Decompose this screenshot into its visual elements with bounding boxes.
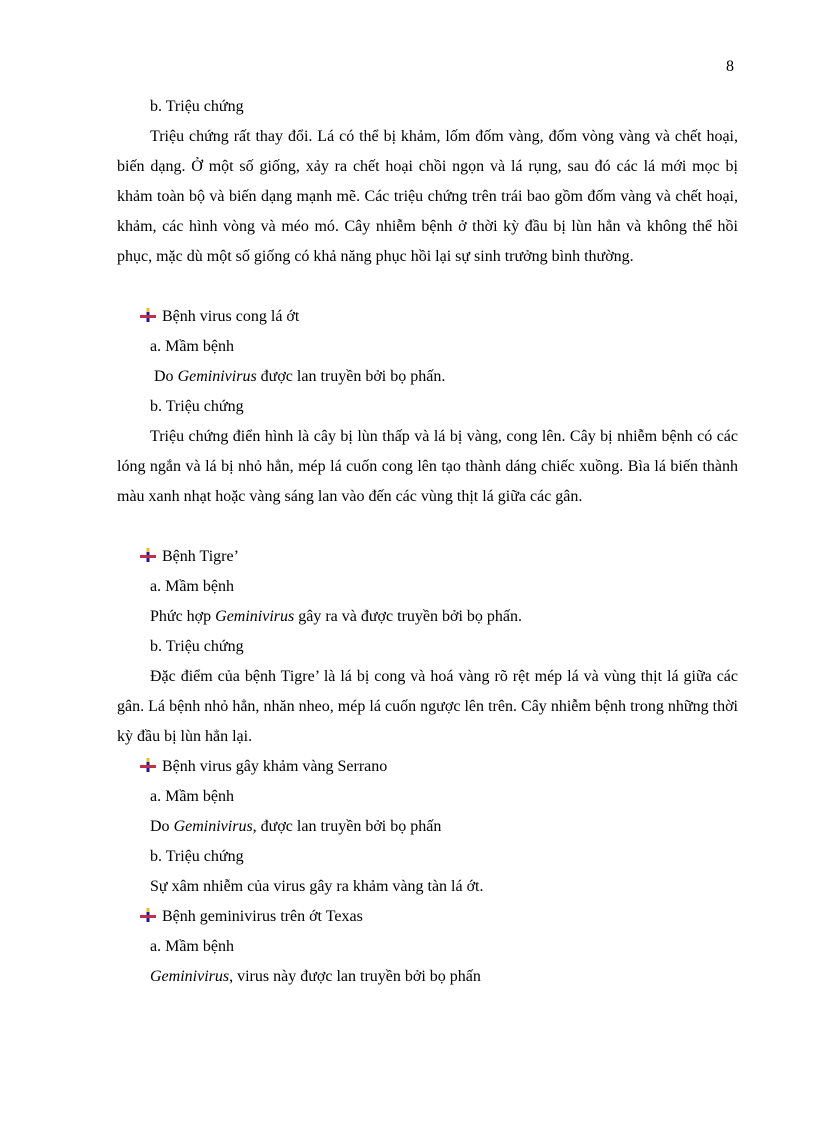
bullet-heading-text: Bệnh geminivirus trên ớt Texas	[162, 908, 363, 925]
italic-term: Geminivirus	[173, 818, 253, 835]
text-run: , được lan truyền bởi bọ phấn	[252, 818, 442, 835]
text-line: b. Triệu chứng	[150, 638, 244, 655]
paragraph: Triệu chứng rất thay đổi. Lá có thể bị khảm, lốm đốm vàng, đốm vòng vàng và chết hoại, biến dạng. Ở một số giống, xảy ra chết hoại chồi ngọn và lá rụng, sau đó các lá mới mọc bị khảm toàn bộ và biến dạng mạnh mẽ. Các triệu chứng trên trái bao gồm đốm vàng và chết hoại, khảm, các hình vòng và méo mó. Cây nhiễm bệnh ở thời kỳ đầu bị lùn hẳn và không thể hồi phục, mặc dù một số giống có khả năng phục hồi lại sự sinh trưởng bình thường.	[117, 128, 738, 265]
text-line: b. Triệu chứng	[150, 848, 244, 865]
italic-term: Geminivirus	[215, 608, 295, 625]
page-number: 8	[726, 58, 734, 75]
text-line: Sự xâm nhiễm của virus gây ra khảm vàng tàn lá ớt.	[150, 878, 484, 895]
text-line: a. Mầm bệnh	[150, 788, 234, 805]
text-line: b. Triệu chứng	[150, 398, 244, 415]
text-run: gây ra và được truyền bởi bọ phấn.	[294, 608, 522, 625]
text-run: Phức hợp	[150, 608, 216, 625]
text-line: a. Mầm bệnh	[150, 338, 234, 355]
text-line: a. Mầm bệnh	[150, 578, 234, 595]
italic-term: Geminivirus	[177, 368, 257, 385]
text-run: , virus này được lan truyền bởi bọ phấn	[229, 968, 481, 985]
bullet-heading	[140, 902, 363, 932]
bullet-heading	[140, 302, 299, 332]
text-line	[150, 362, 445, 392]
paragraph: Triệu chứng điển hình là cây bị lùn thấp và lá bị vàng, cong lên. Cây bị nhiễm bệnh có các lóng ngắn và lá bị nhỏ hẳn, mép lá cuốn cong lên tạo thành dáng chiếc xuồng. Bìa lá biến thành màu xanh nhạt hoặc vàng sáng lan vào đến các vùng thịt lá giữa các gân.	[117, 428, 738, 505]
text-line: b. Triệu chứng	[150, 98, 244, 115]
bullet-heading-text: Bệnh virus cong lá ớt	[162, 308, 300, 325]
bullet-heading-text: Bệnh Tigre’	[162, 548, 239, 565]
text-run: được lan truyền bởi bọ phấn.	[256, 368, 446, 385]
text-line	[150, 812, 441, 842]
text-run: Do	[150, 368, 178, 385]
text-run: Do	[150, 818, 174, 835]
text-line: a. Mầm bệnh	[150, 938, 234, 955]
paragraph: Đặc điểm của bệnh Tigre’ là lá bị cong và hoá vàng rõ rệt mép lá và vùng thịt lá giữa các gân. Lá bệnh nhỏ hẳn, nhăn nheo, mép lá cuốn ngược lên trên. Cây nhiễm bệnh trong những thời kỳ đầu bị lùn hẳn lại.	[117, 668, 738, 745]
bullet-heading	[140, 752, 387, 782]
text-line	[150, 602, 522, 632]
italic-term: Geminivirus	[150, 968, 230, 985]
text-line	[150, 962, 481, 992]
plus-cross-bullet-icon	[140, 908, 156, 922]
plus-cross-bullet-icon	[140, 548, 156, 562]
plus-cross-bullet-icon	[140, 308, 156, 322]
bullet-heading-text: Bệnh virus gây khảm vàng Serrano	[162, 758, 388, 775]
plus-cross-bullet-icon	[140, 758, 156, 772]
bullet-heading	[140, 542, 239, 572]
